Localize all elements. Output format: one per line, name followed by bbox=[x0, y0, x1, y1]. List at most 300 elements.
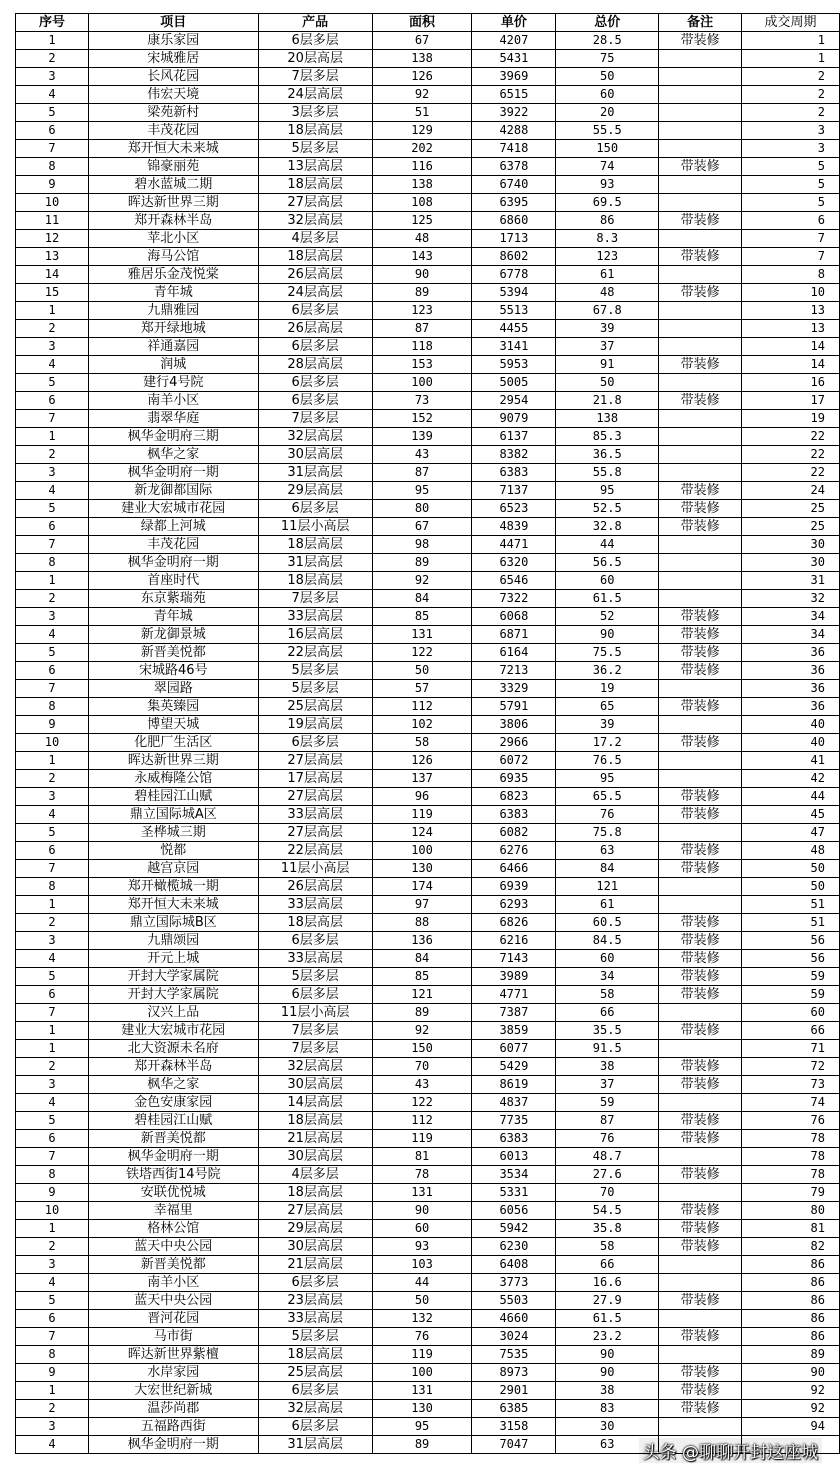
cell-product: 7层多层 bbox=[258, 1040, 372, 1058]
cell-product: 33层高层 bbox=[258, 1310, 372, 1328]
cell-remark bbox=[659, 1256, 742, 1274]
cell-unit-price: 6778 bbox=[472, 266, 556, 284]
cell-index: 4 bbox=[16, 1094, 89, 1112]
cell-product: 13层高层 bbox=[258, 158, 372, 176]
cell-remark: 带装修 bbox=[659, 1058, 742, 1076]
cell-product: 22层高层 bbox=[258, 842, 372, 860]
cell-total-price: 28.5 bbox=[556, 32, 659, 50]
cell-deal-period: 36 bbox=[742, 644, 840, 662]
table-row bbox=[16, 896, 840, 914]
cell-deal-period: 36 bbox=[742, 698, 840, 716]
table-row bbox=[16, 536, 840, 554]
cell-project: 集英臻园 bbox=[88, 698, 258, 716]
cell-unit-price: 3158 bbox=[472, 1418, 556, 1436]
cell-product: 33层高层 bbox=[258, 950, 372, 968]
cell-unit-price: 5791 bbox=[472, 698, 556, 716]
cell-deal-period: 42 bbox=[742, 770, 840, 788]
table-row bbox=[16, 788, 840, 806]
cell-area: 102 bbox=[372, 716, 472, 734]
cell-total-price: 84 bbox=[556, 860, 659, 878]
table-row bbox=[16, 950, 840, 968]
cell-total-price: 61.5 bbox=[556, 590, 659, 608]
cell-area: 130 bbox=[372, 860, 472, 878]
cell-remark bbox=[659, 338, 742, 356]
cell-product: 30层高层 bbox=[258, 1148, 372, 1166]
cell-total-price: 76.5 bbox=[556, 752, 659, 770]
cell-deal-period: 36 bbox=[742, 680, 840, 698]
cell-remark: 带装修 bbox=[659, 1328, 742, 1346]
cell-remark bbox=[659, 122, 742, 140]
cell-unit-price: 6077 bbox=[472, 1040, 556, 1058]
table-row bbox=[16, 842, 840, 860]
table-row bbox=[16, 572, 840, 590]
cell-index: 5 bbox=[16, 1292, 89, 1310]
cell-project: 海马公馆 bbox=[88, 248, 258, 266]
cell-remark: 带装修 bbox=[659, 932, 742, 950]
cell-remark bbox=[659, 104, 742, 122]
cell-deal-period: 3 bbox=[742, 122, 840, 140]
cell-index: 3 bbox=[16, 608, 89, 626]
cell-total-price: 32.8 bbox=[556, 518, 659, 536]
cell-project: 郑开橄榄城一期 bbox=[88, 878, 258, 896]
cell-remark bbox=[659, 896, 742, 914]
cell-total-price: 76 bbox=[556, 1130, 659, 1148]
cell-total-price: 60 bbox=[556, 86, 659, 104]
cell-area: 126 bbox=[372, 68, 472, 86]
cell-index: 8 bbox=[16, 158, 89, 176]
cell-deal-period: 30 bbox=[742, 554, 840, 572]
table-row bbox=[16, 752, 840, 770]
cell-remark: 带装修 bbox=[659, 1202, 742, 1220]
table-row bbox=[16, 914, 840, 932]
cell-total-price: 91.5 bbox=[556, 1040, 659, 1058]
cell-area: 85 bbox=[372, 608, 472, 626]
cell-deal-period: 40 bbox=[742, 734, 840, 752]
cell-unit-price: 6826 bbox=[472, 914, 556, 932]
cell-unit-price: 7418 bbox=[472, 140, 556, 158]
table-row bbox=[16, 1094, 840, 1112]
cell-deal-period: 86 bbox=[742, 1256, 840, 1274]
cell-project: 南羊小区 bbox=[88, 1274, 258, 1292]
cell-remark: 带装修 bbox=[659, 968, 742, 986]
cell-project: 枫华金明府一期 bbox=[88, 464, 258, 482]
cell-area: 67 bbox=[372, 518, 472, 536]
cell-remark bbox=[659, 1418, 742, 1436]
cell-index: 5 bbox=[16, 1112, 89, 1130]
table-row bbox=[16, 194, 840, 212]
cell-remark: 带装修 bbox=[659, 986, 742, 1004]
cell-area: 85 bbox=[372, 968, 472, 986]
cell-index: 4 bbox=[16, 950, 89, 968]
cell-remark: 带装修 bbox=[659, 1382, 742, 1400]
cell-index: 7 bbox=[16, 410, 89, 428]
cell-product: 33层高层 bbox=[258, 896, 372, 914]
cell-area: 43 bbox=[372, 1076, 472, 1094]
cell-unit-price: 6276 bbox=[472, 842, 556, 860]
cell-project: 祥通嘉园 bbox=[88, 338, 258, 356]
cell-remark: 带装修 bbox=[659, 1166, 742, 1184]
cell-area: 108 bbox=[372, 194, 472, 212]
cell-remark: 带装修 bbox=[659, 914, 742, 932]
cell-index: 5 bbox=[16, 968, 89, 986]
cell-deal-period: 48 bbox=[742, 842, 840, 860]
cell-total-price: 16.6 bbox=[556, 1274, 659, 1292]
cell-project: 九鼎颂园 bbox=[88, 932, 258, 950]
table-row bbox=[16, 734, 840, 752]
cell-project: 蓝天中央公园 bbox=[88, 1238, 258, 1256]
cell-deal-period: 2 bbox=[742, 86, 840, 104]
cell-unit-price: 3922 bbox=[472, 104, 556, 122]
cell-project: 雅居乐金茂悦棠 bbox=[88, 266, 258, 284]
cell-area: 202 bbox=[372, 140, 472, 158]
cell-product: 6层多层 bbox=[258, 32, 372, 50]
cell-deal-period: 92 bbox=[742, 1400, 840, 1418]
cell-index: 5 bbox=[16, 374, 89, 392]
table-row bbox=[16, 932, 840, 950]
cell-unit-price: 6072 bbox=[472, 752, 556, 770]
cell-remark: 带装修 bbox=[659, 482, 742, 500]
cell-deal-period: 86 bbox=[742, 1328, 840, 1346]
cell-remark bbox=[659, 1004, 742, 1022]
cell-remark: 带装修 bbox=[659, 284, 742, 302]
cell-unit-price: 8602 bbox=[472, 248, 556, 266]
cell-remark: 带装修 bbox=[659, 356, 742, 374]
cell-index: 12 bbox=[16, 230, 89, 248]
cell-project: 马市街 bbox=[88, 1328, 258, 1346]
cell-product: 21层高层 bbox=[258, 1256, 372, 1274]
cell-deal-period: 86 bbox=[742, 1292, 840, 1310]
cell-index: 6 bbox=[16, 1130, 89, 1148]
cell-product: 26层高层 bbox=[258, 320, 372, 338]
cell-total-price: 58 bbox=[556, 986, 659, 1004]
cell-unit-price: 7535 bbox=[472, 1346, 556, 1364]
cell-product: 25层高层 bbox=[258, 698, 372, 716]
cell-unit-price: 7143 bbox=[472, 950, 556, 968]
cell-project: 大宏世纪新城 bbox=[88, 1382, 258, 1400]
cell-total-price: 36.2 bbox=[556, 662, 659, 680]
table-row bbox=[16, 1292, 840, 1310]
cell-deal-period: 40 bbox=[742, 716, 840, 734]
cell-area: 80 bbox=[372, 500, 472, 518]
header-project: 项目 bbox=[88, 14, 258, 32]
cell-remark bbox=[659, 824, 742, 842]
table-row bbox=[16, 1238, 840, 1256]
cell-remark bbox=[659, 1310, 742, 1328]
cell-area: 131 bbox=[372, 626, 472, 644]
cell-area: 48 bbox=[372, 230, 472, 248]
table-row bbox=[16, 698, 840, 716]
cell-index: 3 bbox=[16, 1076, 89, 1094]
cell-index: 2 bbox=[16, 914, 89, 932]
cell-index: 7 bbox=[16, 680, 89, 698]
cell-unit-price: 6068 bbox=[472, 608, 556, 626]
cell-area: 97 bbox=[372, 896, 472, 914]
cell-project: 郑开绿地城 bbox=[88, 320, 258, 338]
cell-index: 1 bbox=[16, 302, 89, 320]
cell-index: 3 bbox=[16, 932, 89, 950]
cell-deal-period: 50 bbox=[742, 878, 840, 896]
cell-deal-period: 51 bbox=[742, 914, 840, 932]
cell-project: 晖达新世界紫檀 bbox=[88, 1346, 258, 1364]
table-row bbox=[16, 1076, 840, 1094]
cell-index: 1 bbox=[16, 1382, 89, 1400]
cell-product: 27层高层 bbox=[258, 788, 372, 806]
cell-project: 东京紫瑞苑 bbox=[88, 590, 258, 608]
cell-area: 174 bbox=[372, 878, 472, 896]
cell-product: 27层高层 bbox=[258, 194, 372, 212]
cell-index: 10 bbox=[16, 1202, 89, 1220]
cell-product: 30层高层 bbox=[258, 446, 372, 464]
cell-product: 6层多层 bbox=[258, 302, 372, 320]
cell-product: 6层多层 bbox=[258, 932, 372, 950]
cell-deal-period: 50 bbox=[742, 860, 840, 878]
cell-deal-period: 13 bbox=[742, 302, 840, 320]
cell-area: 88 bbox=[372, 914, 472, 932]
cell-project: 苹北小区 bbox=[88, 230, 258, 248]
cell-index: 8 bbox=[16, 1346, 89, 1364]
table-row bbox=[16, 338, 840, 356]
cell-area: 58 bbox=[372, 734, 472, 752]
cell-remark: 带装修 bbox=[659, 644, 742, 662]
cell-index: 5 bbox=[16, 500, 89, 518]
cell-project: 伟宏天境 bbox=[88, 86, 258, 104]
cell-remark: 带装修 bbox=[659, 518, 742, 536]
cell-product: 17层高层 bbox=[258, 770, 372, 788]
cell-index: 11 bbox=[16, 212, 89, 230]
cell-total-price: 70 bbox=[556, 1184, 659, 1202]
cell-index: 1 bbox=[16, 428, 89, 446]
cell-product: 29层高层 bbox=[258, 482, 372, 500]
cell-product: 24层高层 bbox=[258, 86, 372, 104]
cell-project: 丰茂花园 bbox=[88, 536, 258, 554]
cell-deal-period: 7 bbox=[742, 230, 840, 248]
cell-total-price: 86 bbox=[556, 212, 659, 230]
cell-remark: 带装修 bbox=[659, 158, 742, 176]
cell-total-price: 48.7 bbox=[556, 1148, 659, 1166]
cell-project: 越宫京园 bbox=[88, 860, 258, 878]
cell-remark bbox=[659, 1274, 742, 1292]
cell-total-price: 63 bbox=[556, 842, 659, 860]
cell-deal-period: 19 bbox=[742, 410, 840, 428]
cell-deal-period: 22 bbox=[742, 428, 840, 446]
cell-product: 31层高层 bbox=[258, 1436, 372, 1454]
cell-deal-period: 59 bbox=[742, 986, 840, 1004]
cell-product: 22层高层 bbox=[258, 644, 372, 662]
cell-project: 郑开森林半岛 bbox=[88, 212, 258, 230]
table-row bbox=[16, 518, 840, 536]
table-row bbox=[16, 1346, 840, 1364]
cell-unit-price: 7387 bbox=[472, 1004, 556, 1022]
cell-index: 6 bbox=[16, 392, 89, 410]
cell-area: 100 bbox=[372, 842, 472, 860]
cell-index: 2 bbox=[16, 446, 89, 464]
cell-unit-price: 3024 bbox=[472, 1328, 556, 1346]
cell-project: 圣桦城三期 bbox=[88, 824, 258, 842]
cell-product: 6层多层 bbox=[258, 734, 372, 752]
cell-product: 7层多层 bbox=[258, 410, 372, 428]
cell-product: 29层高层 bbox=[258, 1220, 372, 1238]
cell-deal-period: 14 bbox=[742, 338, 840, 356]
cell-project: 宋城路46号 bbox=[88, 662, 258, 680]
cell-area: 122 bbox=[372, 1094, 472, 1112]
cell-deal-period: 32 bbox=[742, 590, 840, 608]
cell-product: 18层高层 bbox=[258, 536, 372, 554]
cell-total-price: 74 bbox=[556, 158, 659, 176]
cell-total-price: 37 bbox=[556, 338, 659, 356]
cell-area: 123 bbox=[372, 302, 472, 320]
cell-product: 31层高层 bbox=[258, 464, 372, 482]
cell-project: 枫华之家 bbox=[88, 446, 258, 464]
cell-product: 5层多层 bbox=[258, 968, 372, 986]
cell-unit-price: 5513 bbox=[472, 302, 556, 320]
cell-remark bbox=[659, 1346, 742, 1364]
cell-remark bbox=[659, 464, 742, 482]
cell-remark: 带装修 bbox=[659, 1076, 742, 1094]
cell-unit-price: 5942 bbox=[472, 1220, 556, 1238]
cell-project: 新晋美悦都 bbox=[88, 644, 258, 662]
header-product: 产品 bbox=[258, 14, 372, 32]
table-row bbox=[16, 122, 840, 140]
table-row bbox=[16, 266, 840, 284]
cell-product: 11层小高层 bbox=[258, 1004, 372, 1022]
cell-deal-period: 24 bbox=[742, 482, 840, 500]
cell-area: 124 bbox=[372, 824, 472, 842]
cell-index: 2 bbox=[16, 770, 89, 788]
cell-deal-period: 56 bbox=[742, 950, 840, 968]
cell-remark: 带装修 bbox=[659, 698, 742, 716]
cell-unit-price: 3989 bbox=[472, 968, 556, 986]
cell-deal-period: 82 bbox=[742, 1238, 840, 1256]
cell-project: 北大资源未名府 bbox=[88, 1040, 258, 1058]
cell-project: 枫华金明府三期 bbox=[88, 428, 258, 446]
cell-area: 131 bbox=[372, 1184, 472, 1202]
cell-remark: 带装修 bbox=[659, 806, 742, 824]
cell-unit-price: 7047 bbox=[472, 1436, 556, 1454]
cell-unit-price: 4660 bbox=[472, 1310, 556, 1328]
table-row bbox=[16, 1058, 840, 1076]
cell-remark bbox=[659, 752, 742, 770]
cell-index: 2 bbox=[16, 1238, 89, 1256]
cell-project: 翠园路 bbox=[88, 680, 258, 698]
cell-unit-price: 7735 bbox=[472, 1112, 556, 1130]
cell-remark bbox=[659, 1148, 742, 1166]
cell-total-price: 84.5 bbox=[556, 932, 659, 950]
cell-project: 建行4号院 bbox=[88, 374, 258, 392]
cell-remark: 带装修 bbox=[659, 32, 742, 50]
cell-product: 16层高层 bbox=[258, 626, 372, 644]
cell-index: 2 bbox=[16, 320, 89, 338]
cell-unit-price: 6378 bbox=[472, 158, 556, 176]
cell-remark bbox=[659, 554, 742, 572]
cell-product: 32层高层 bbox=[258, 1400, 372, 1418]
table-row bbox=[16, 248, 840, 266]
cell-remark: 带装修 bbox=[659, 860, 742, 878]
cell-index: 7 bbox=[16, 140, 89, 158]
table-row bbox=[16, 644, 840, 662]
cell-product: 30层高层 bbox=[258, 1076, 372, 1094]
table-row bbox=[16, 176, 840, 194]
cell-product: 5层多层 bbox=[258, 680, 372, 698]
cell-remark bbox=[659, 1094, 742, 1112]
cell-index: 14 bbox=[16, 266, 89, 284]
cell-project: 青年城 bbox=[88, 608, 258, 626]
cell-deal-period: 94 bbox=[742, 1418, 840, 1436]
cell-area: 112 bbox=[372, 1112, 472, 1130]
cell-deal-period: 79 bbox=[742, 1184, 840, 1202]
cell-area: 89 bbox=[372, 284, 472, 302]
cell-index: 9 bbox=[16, 716, 89, 734]
cell-area: 150 bbox=[372, 1040, 472, 1058]
table-row bbox=[16, 428, 840, 446]
cell-deal-period: 81 bbox=[742, 1220, 840, 1238]
cell-unit-price: 6939 bbox=[472, 878, 556, 896]
cell-total-price: 38 bbox=[556, 1382, 659, 1400]
cell-project: 永威梅隆公馆 bbox=[88, 770, 258, 788]
table-row bbox=[16, 482, 840, 500]
cell-product: 32层高层 bbox=[258, 212, 372, 230]
cell-index: 4 bbox=[16, 482, 89, 500]
cell-unit-price: 6515 bbox=[472, 86, 556, 104]
table-row bbox=[16, 878, 840, 896]
cell-project: 丰茂花园 bbox=[88, 122, 258, 140]
cell-deal-period: 22 bbox=[742, 464, 840, 482]
cell-deal-period: 10 bbox=[742, 284, 840, 302]
cell-product: 18层高层 bbox=[258, 248, 372, 266]
cell-project: 格林公馆 bbox=[88, 1220, 258, 1238]
table-row bbox=[16, 860, 840, 878]
cell-deal-period: 86 bbox=[742, 1274, 840, 1292]
cell-area: 119 bbox=[372, 1130, 472, 1148]
cell-deal-period: 22 bbox=[742, 446, 840, 464]
cell-remark: 带装修 bbox=[659, 608, 742, 626]
table-row bbox=[16, 716, 840, 734]
cell-product: 26层高层 bbox=[258, 266, 372, 284]
cell-index: 8 bbox=[16, 878, 89, 896]
cell-area: 89 bbox=[372, 1004, 472, 1022]
cell-deal-period: 6 bbox=[742, 212, 840, 230]
cell-area: 95 bbox=[372, 482, 472, 500]
cell-deal-period: 36 bbox=[742, 662, 840, 680]
cell-total-price: 50 bbox=[556, 374, 659, 392]
cell-area: 73 bbox=[372, 392, 472, 410]
cell-total-price: 87 bbox=[556, 1112, 659, 1130]
cell-unit-price: 2966 bbox=[472, 734, 556, 752]
cell-deal-period: 78 bbox=[742, 1130, 840, 1148]
cell-total-price: 69.5 bbox=[556, 194, 659, 212]
cell-total-price: 90 bbox=[556, 1364, 659, 1382]
cell-area: 57 bbox=[372, 680, 472, 698]
cell-deal-period: 14 bbox=[742, 356, 840, 374]
cell-total-price: 123 bbox=[556, 248, 659, 266]
cell-product: 18层高层 bbox=[258, 122, 372, 140]
table-row bbox=[16, 392, 840, 410]
cell-area: 84 bbox=[372, 950, 472, 968]
cell-product: 18层高层 bbox=[258, 1112, 372, 1130]
cell-deal-period: 59 bbox=[742, 968, 840, 986]
cell-deal-period: 86 bbox=[742, 1310, 840, 1328]
cell-total-price: 67.8 bbox=[556, 302, 659, 320]
cell-total-price: 93 bbox=[556, 176, 659, 194]
cell-product: 6层多层 bbox=[258, 1382, 372, 1400]
cell-product: 18层高层 bbox=[258, 572, 372, 590]
cell-project: 绿都上河城 bbox=[88, 518, 258, 536]
cell-index: 5 bbox=[16, 104, 89, 122]
cell-index: 7 bbox=[16, 1328, 89, 1346]
cell-deal-period: 45 bbox=[742, 806, 840, 824]
header-area: 面积 bbox=[372, 14, 472, 32]
cell-total-price: 35.5 bbox=[556, 1022, 659, 1040]
cell-index: 8 bbox=[16, 698, 89, 716]
